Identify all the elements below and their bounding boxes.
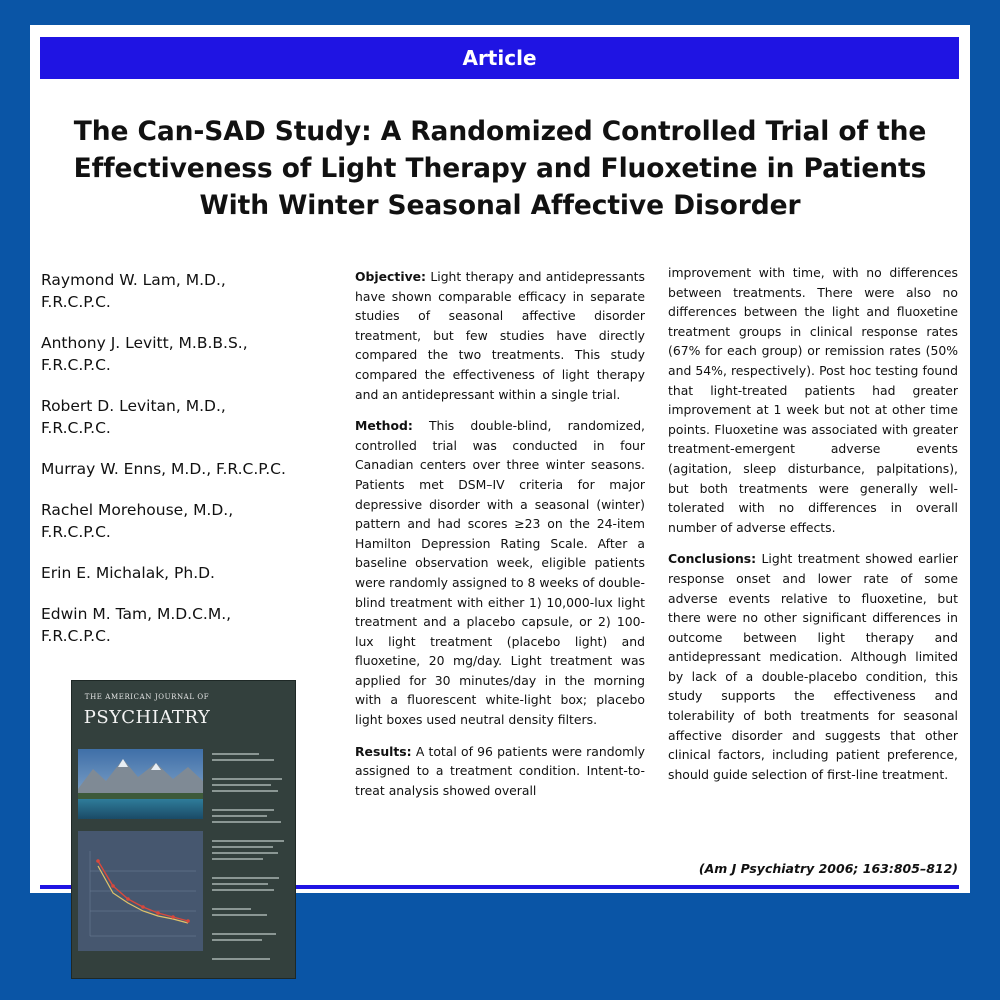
author-name: Anthony J. Levitt, M.B.B.S.,: [41, 334, 248, 352]
cover-chart-image: [78, 831, 203, 951]
abstract-results-continued: [668, 263, 958, 537]
citation: (Am J Psychiatry 2006; 163:805–812): [698, 861, 958, 876]
author-list: [41, 269, 341, 666]
article-banner: Article: [40, 37, 959, 79]
author: [41, 332, 341, 376]
abstract-column-right: [668, 263, 958, 796]
cover-mountain-photo: [78, 749, 203, 819]
author-name: Raymond W. Lam, M.D.,: [41, 271, 226, 289]
section-text: improvement with time, with no differences between treatments. There were also no differences between the light and fluoxetine treatment groups in clinical response rates (67% for each group) or remission rates (50% and 54%, respectively). Post hoc testing found that light-treated patients had greater improvement at 1 week but not at other time points. Fluoxetine was associated with greater treatment-emergent adverse events (agitation, sleep disturbance, palpitations), but both treatments were generally well-tolerated with no differences in overall number of adverse effects.: [668, 265, 958, 535]
author-credential: F.R.C.P.C.: [41, 356, 111, 374]
section-text: Light treatment showed earlier response onset and lower rate of some adverse events relative to fluoxetine, but there were no other significant differences in outcome between light therapy and antidepressant medication. Although limited by lack of a double-placebo condition, this study supports the effectiveness and tolerability of both treatments for seasonal affective disorder and suggests that other clinical factors, including patient preference, should guide selection of first-line treatment.: [668, 551, 958, 782]
author-credential: F.R.C.P.C.: [41, 627, 111, 645]
section-heading: Objective:: [355, 269, 427, 284]
abstract-results: [355, 742, 645, 801]
title-line: The Can-SAD Study: A Randomized Controlled Trial of the: [73, 116, 927, 147]
author: [41, 562, 341, 584]
section-heading: Conclusions:: [668, 551, 757, 567]
author-name: Erin E. Michalak, Ph.D.: [41, 564, 215, 582]
article-title: [30, 113, 970, 224]
author-name: Rachel Morehouse, M.D.,: [41, 501, 234, 519]
section-text: A total of 96 patients were randomly assigned to a treatment condition. Intent-to-treat analysis showed overall: [355, 743, 645, 798]
author: [41, 395, 341, 439]
cover-journal-label: THE AMERICAN JOURNAL OF: [84, 693, 210, 701]
abstract-column-left: [355, 267, 645, 812]
section-heading: Results:: [355, 743, 412, 759]
title-line: With Winter Seasonal Affective Disorder: [199, 190, 801, 222]
cover-journal-name: PSYCHIATRY: [83, 707, 211, 728]
abstract-conclusions: [668, 549, 958, 784]
author: [41, 499, 341, 543]
abstract-objective: [355, 267, 645, 404]
author-name: Robert D. Levitan, M.D.,: [41, 397, 226, 415]
author-credential: F.R.C.P.C.: [41, 293, 111, 311]
title-line: Effectiveness of Light Therapy and Fluoxetine in Patients: [73, 153, 927, 185]
author-name: Edwin M. Tam, M.D.C.M.,: [41, 605, 232, 623]
abstract-method: [355, 416, 645, 730]
author: [41, 458, 341, 480]
author-name: Murray W. Enns, M.D., F.R.C.P.C.: [41, 460, 286, 478]
author-credential: F.R.C.P.C.: [41, 523, 111, 541]
author: [41, 603, 341, 647]
section-heading: Method:: [355, 418, 413, 434]
section-text: This double-blind, randomized, controlled trial was conducted in four Canadian centers over three winter seasons. Patients met DSM–IV criteria for major depressive disorder with a seasonal (winter) pattern and had scores ≥23 on the 24-item Hamilton Depression Rating Scale. After a baseline observation week, eligible patients were randomly assigned to 8 weeks of double-blind treatment with either 1) 10,000-lux light treatment and a placebo capsule, or 2) 100-lux light treatment (placebo light) and fluoxetine, 20 mg/day. Light treatment was applied for 30 minutes/day in the morning with a fluorescent white-light box; placebo light boxes used neutral density filters.: [355, 418, 645, 728]
author: [41, 269, 341, 313]
journal-cover-image: [72, 681, 295, 978]
cover-contents-list: [212, 749, 290, 971]
author-credential: F.R.C.P.C.: [41, 419, 111, 437]
section-text: Light therapy and antidepressants have shown comparable efficacy in separate studies of seasonal affective disorder treatment, but few studies have directly compared the two treatments. This study compared the effectiveness of light therapy and an antidepressant within a single trial.: [355, 269, 645, 402]
